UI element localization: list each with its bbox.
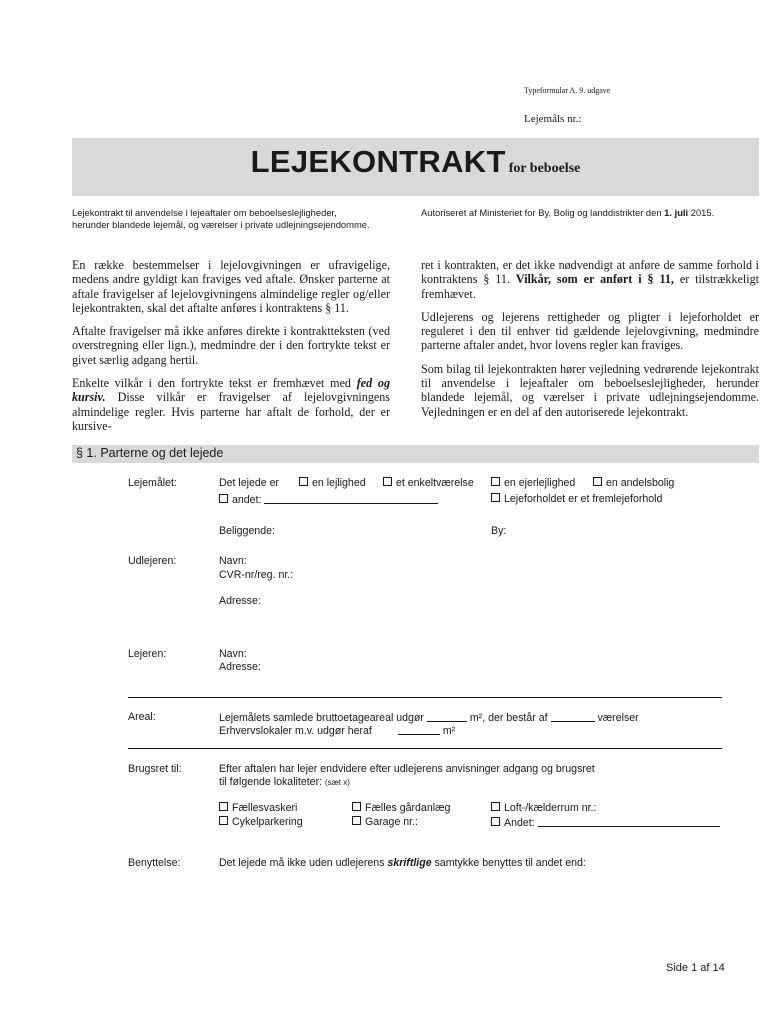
divider bbox=[128, 697, 722, 698]
bruttoareal-input-line[interactable] bbox=[427, 711, 467, 722]
body-column-left bbox=[72, 258, 390, 442]
checkbox-faellesvaskeri[interactable]: Fællesvaskeri bbox=[219, 802, 297, 815]
checkbox-lejlighed[interactable]: en lejlighed bbox=[299, 477, 366, 490]
det-lejede-er-label: Det lejede er bbox=[219, 477, 280, 489]
lejer-navn-label: Navn: bbox=[219, 648, 247, 660]
udlejer-navn-label: Navn: bbox=[219, 555, 247, 567]
checkbox-icon[interactable] bbox=[593, 477, 602, 486]
benyttelse-text: Det lejede må ikke uden udlejerens skriftlige samtykke benyttes til andet end: bbox=[219, 857, 586, 869]
page-number: Side 1 af 14 bbox=[666, 962, 725, 974]
title-sub: for beboelse bbox=[508, 161, 581, 176]
beliggende-label: Beliggende: bbox=[219, 525, 275, 537]
checkbox-icon[interactable] bbox=[491, 817, 500, 826]
areal-label: Areal: bbox=[128, 711, 156, 723]
intro-left: Lejekontrakt til anvendelse i lejeaftaler om beboelseslejligheder, herunder blandede lejemål, og værelser i private udlejningsejendomme. bbox=[72, 207, 370, 230]
checkbox-icon[interactable] bbox=[491, 477, 500, 486]
checkbox-andelsbolig[interactable]: en andelsbolig bbox=[593, 477, 674, 490]
checkbox-enkeltvaerelse[interactable]: et enkeltværelse bbox=[383, 477, 474, 490]
paragraph: Som bilag til lejekontrakten hører vejledning vedrørende lejekontrakt til anvendelse i lejeaftaler om beboelseslejligheder, herunder blandede lejemål, og værelser i private udlejningsejendomme. Vejledningen er en del af den autoriserede lejekontrakt. bbox=[421, 361, 759, 419]
lejeren-label: Lejeren: bbox=[128, 648, 167, 660]
checkbox-garage[interactable]: Garage nr.: bbox=[352, 816, 418, 829]
benyttelse-label: Benyttelse: bbox=[128, 857, 181, 869]
intro-right: Autoriseret af Ministeriet for By, Bolig og landdistrikter den 1. juli 2015. bbox=[421, 207, 715, 218]
checkbox-icon[interactable] bbox=[299, 477, 308, 486]
lejer-adresse-label: Adresse: bbox=[219, 661, 261, 673]
checkbox-faelles-gaardanlaeg[interactable]: Fælles gårdanlæg bbox=[352, 802, 450, 815]
paragraph: En række bestemmelser i lejelovgivningen er ufravigelige, medens andre gyldigt kan fraviges ved aftale. Ønsker parterne at aftale fravigelser af lejelovgivningens almindelige regler og/eller lejekontrakten, skal det aftalte anføres i kontraktens § 11. bbox=[72, 258, 390, 315]
checkbox-andet[interactable]: andet: bbox=[219, 493, 438, 507]
udlejer-cvr-label: CVR-nr/reg. nr.: bbox=[219, 569, 294, 581]
title-band bbox=[72, 138, 759, 196]
paragraph: Enkelte vilkår i den fortrykte tekst er fremhævet med fed og kursiv. Disse vilkår er fravigelser af lejelovgivningens almindelige regler. Hvis parterne har aftalt de forhold, der er kursive- bbox=[72, 376, 390, 433]
checkbox-ejerlejlighed[interactable]: en ejerlejlighed bbox=[491, 477, 575, 490]
checkbox-icon[interactable] bbox=[352, 802, 361, 811]
checkbox-icon[interactable] bbox=[219, 802, 228, 811]
checkbox-cykelparkering[interactable]: Cykelparkering bbox=[219, 816, 303, 829]
paragraph: Aftalte fravigelser må ikke anføres direkte i kontraktteksten (ved overstregning eller lign.), medmindre der i den fortrykte tekst er givet særlig adgang hertil. bbox=[72, 324, 390, 367]
by-label: By: bbox=[491, 525, 507, 537]
andet-input-line[interactable] bbox=[264, 493, 438, 504]
checkbox-loft-kaelderrum[interactable]: Loft-/kælderrum nr.: bbox=[491, 802, 596, 815]
areal-line-2: Erhvervslokaler m.v. udgør heraf m² bbox=[219, 725, 456, 737]
section-title: § 1. Parterne og det lejede bbox=[76, 446, 224, 460]
brugsret-text-1: Efter aftalen har lejer endvidere efter udlejerens anvisninger adgang og brugsret bbox=[219, 763, 595, 775]
typeformular-label: Typeformular A. 9. udgave bbox=[524, 86, 611, 95]
vaerelser-input-line[interactable] bbox=[551, 711, 595, 722]
title-main: LEJEKONTRAKT bbox=[250, 144, 506, 179]
checkbox-fremleje[interactable]: Lejeforholdet er et fremlejeforhold bbox=[491, 493, 662, 506]
checkbox-icon[interactable] bbox=[491, 802, 500, 811]
udlejeren-label: Udlejeren: bbox=[128, 555, 177, 567]
areal-line-1: Lejemålets samlede bruttoetageareal udgør m², der består af værelser bbox=[219, 712, 639, 724]
erhvervsareal-input-line[interactable] bbox=[398, 724, 440, 735]
udlejer-adresse-label: Adresse: bbox=[219, 595, 261, 607]
checkbox-icon[interactable] bbox=[352, 816, 361, 825]
checkbox-icon[interactable] bbox=[219, 494, 228, 503]
divider bbox=[128, 748, 722, 749]
checkbox-icon[interactable] bbox=[219, 816, 228, 825]
body-column-right bbox=[421, 258, 759, 428]
checkbox-andet-lokalitet[interactable]: Andet: bbox=[491, 816, 720, 830]
title bbox=[72, 144, 759, 180]
paragraph: Udlejerens og lejerens rettigheder og pligter i lejeforholdet er reguleret i den til enhver tid gældende lejelovgivning, medmindre parterne aftaler andet, hvor lovens regler kan fraviges. bbox=[421, 309, 759, 353]
brugsret-text-2: til følgende lokaliteter: (sæt x) bbox=[219, 776, 350, 788]
section-header bbox=[72, 445, 759, 463]
brugsret-label: Brugsret til: bbox=[128, 763, 182, 775]
checkbox-icon[interactable] bbox=[491, 493, 500, 502]
lejemaal-number-label: Lejemåls nr.: bbox=[524, 113, 582, 125]
paragraph: ret i kontrakten, er det ikke nødvendigt at anføre de samme forhold i kontraktens § 11. Vilkår, som er anført i § 11, er tilstrækkeligt fremhævet. bbox=[421, 258, 759, 301]
andet-lokalitet-input-line[interactable] bbox=[538, 816, 720, 827]
lejemaalet-label: Lejemålet: bbox=[128, 477, 177, 489]
checkbox-icon[interactable] bbox=[383, 477, 392, 486]
